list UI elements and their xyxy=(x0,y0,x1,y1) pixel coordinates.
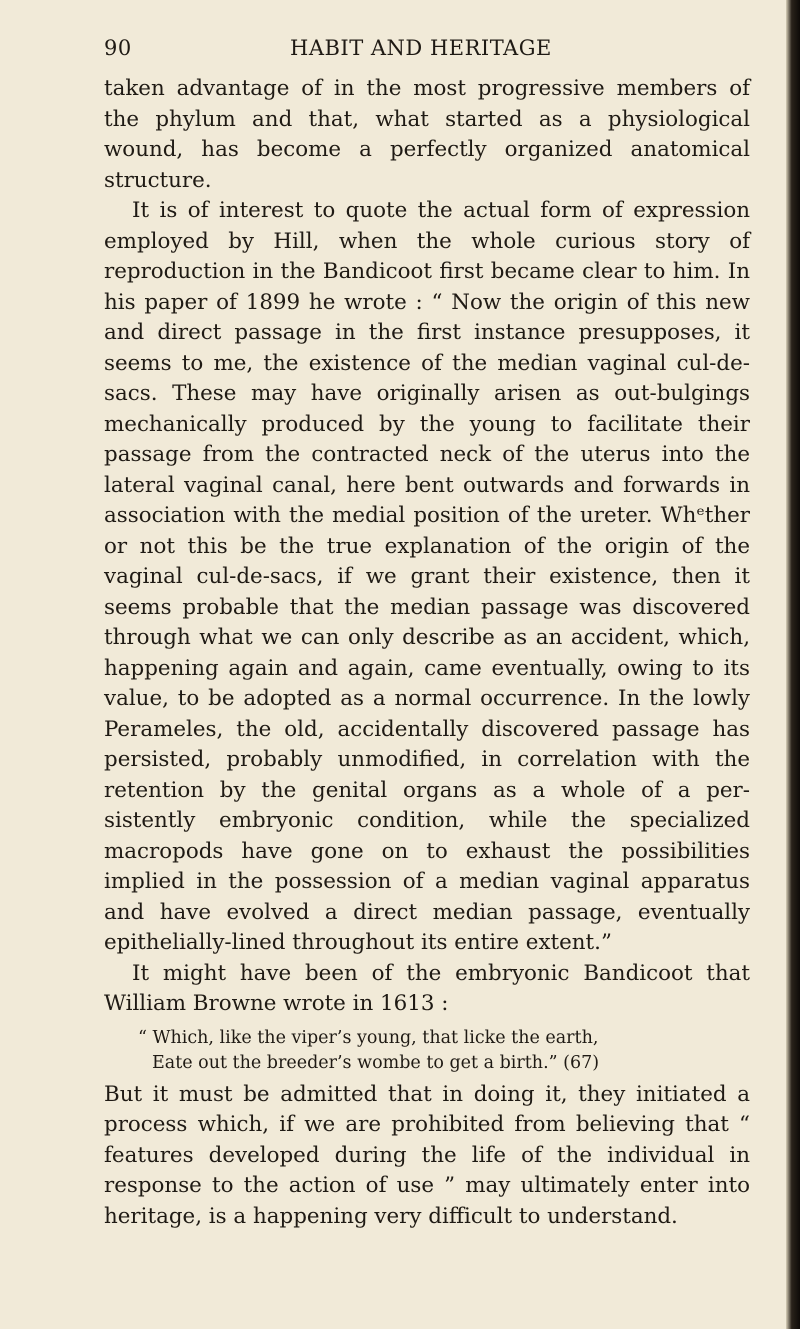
paragraph-browne-intro: It might have been of the embryonic Bandicoot that William Browne wrote in 1613 : xyxy=(104,960,750,1016)
running-head xyxy=(104,36,744,66)
verse-quote xyxy=(138,1026,750,1076)
verse-line: “ Which, like the viper’s young, that licke the earth, xyxy=(138,1027,599,1048)
body-text xyxy=(104,74,750,1232)
paragraph-continued: taken advantage of in the most progressive members of the phylum and that, what started as a physiological wound, has become a perfectly organized anatomical structure. xyxy=(104,76,750,193)
page-edge xyxy=(786,0,800,1329)
paragraph-hill-quote: It is of interest to quote the actual form of expression employed by Hill, when the whole curious story of reproduction in the Bandicoot first became clear to him. In his paper of 1899 he wrote : “ Now the origin of this new and direct passage in the first instance presupposes, it seems to me, the existence of the median vaginal cul-de-sacs. These may have originally arisen as out-bulgings mechanically produced by the young to facilitate their passage from the contracted neck of the uterus into the lateral vaginal canal, here bent outwards and forwards in association with the medial position of the ureter. Whᵉther or not this be the true explanation of the origin of the vaginal cul-de-sacs, if we grant their existence, then it seems probable that the median passage was discovered through what we can only describe as an accident, which, happening again and again, came eventually, owing to its value, to be adopted as a normal occurrence. In the lowly Perameles, the old, accidentally discovered passage has persisted, probably unmodified, in correlation with the retention by the genital organs as a whole of a per-sistently embryonic condition, while the specialized macropods have gone on to exhaust the possibilities implied in the possession of a median vaginal apparatus and have evolved a direct median passage, eventually epithelially-lined throughout its entire extent.” xyxy=(104,198,750,955)
paragraph-closing: But it must be admitted that in doing it, they initiated a process which, if we are prohibited from believing that “ features developed during the life of the individual in response to the action of use ” may ultimately enter into heritage, is a happening very difficult to understand. xyxy=(104,1081,750,1229)
page-number: 90 xyxy=(104,36,132,60)
running-title: HABIT AND HERITAGE xyxy=(290,36,552,60)
verse-line: Eate out the breeder’s wombe to get a birth.” (67) xyxy=(152,1052,600,1073)
